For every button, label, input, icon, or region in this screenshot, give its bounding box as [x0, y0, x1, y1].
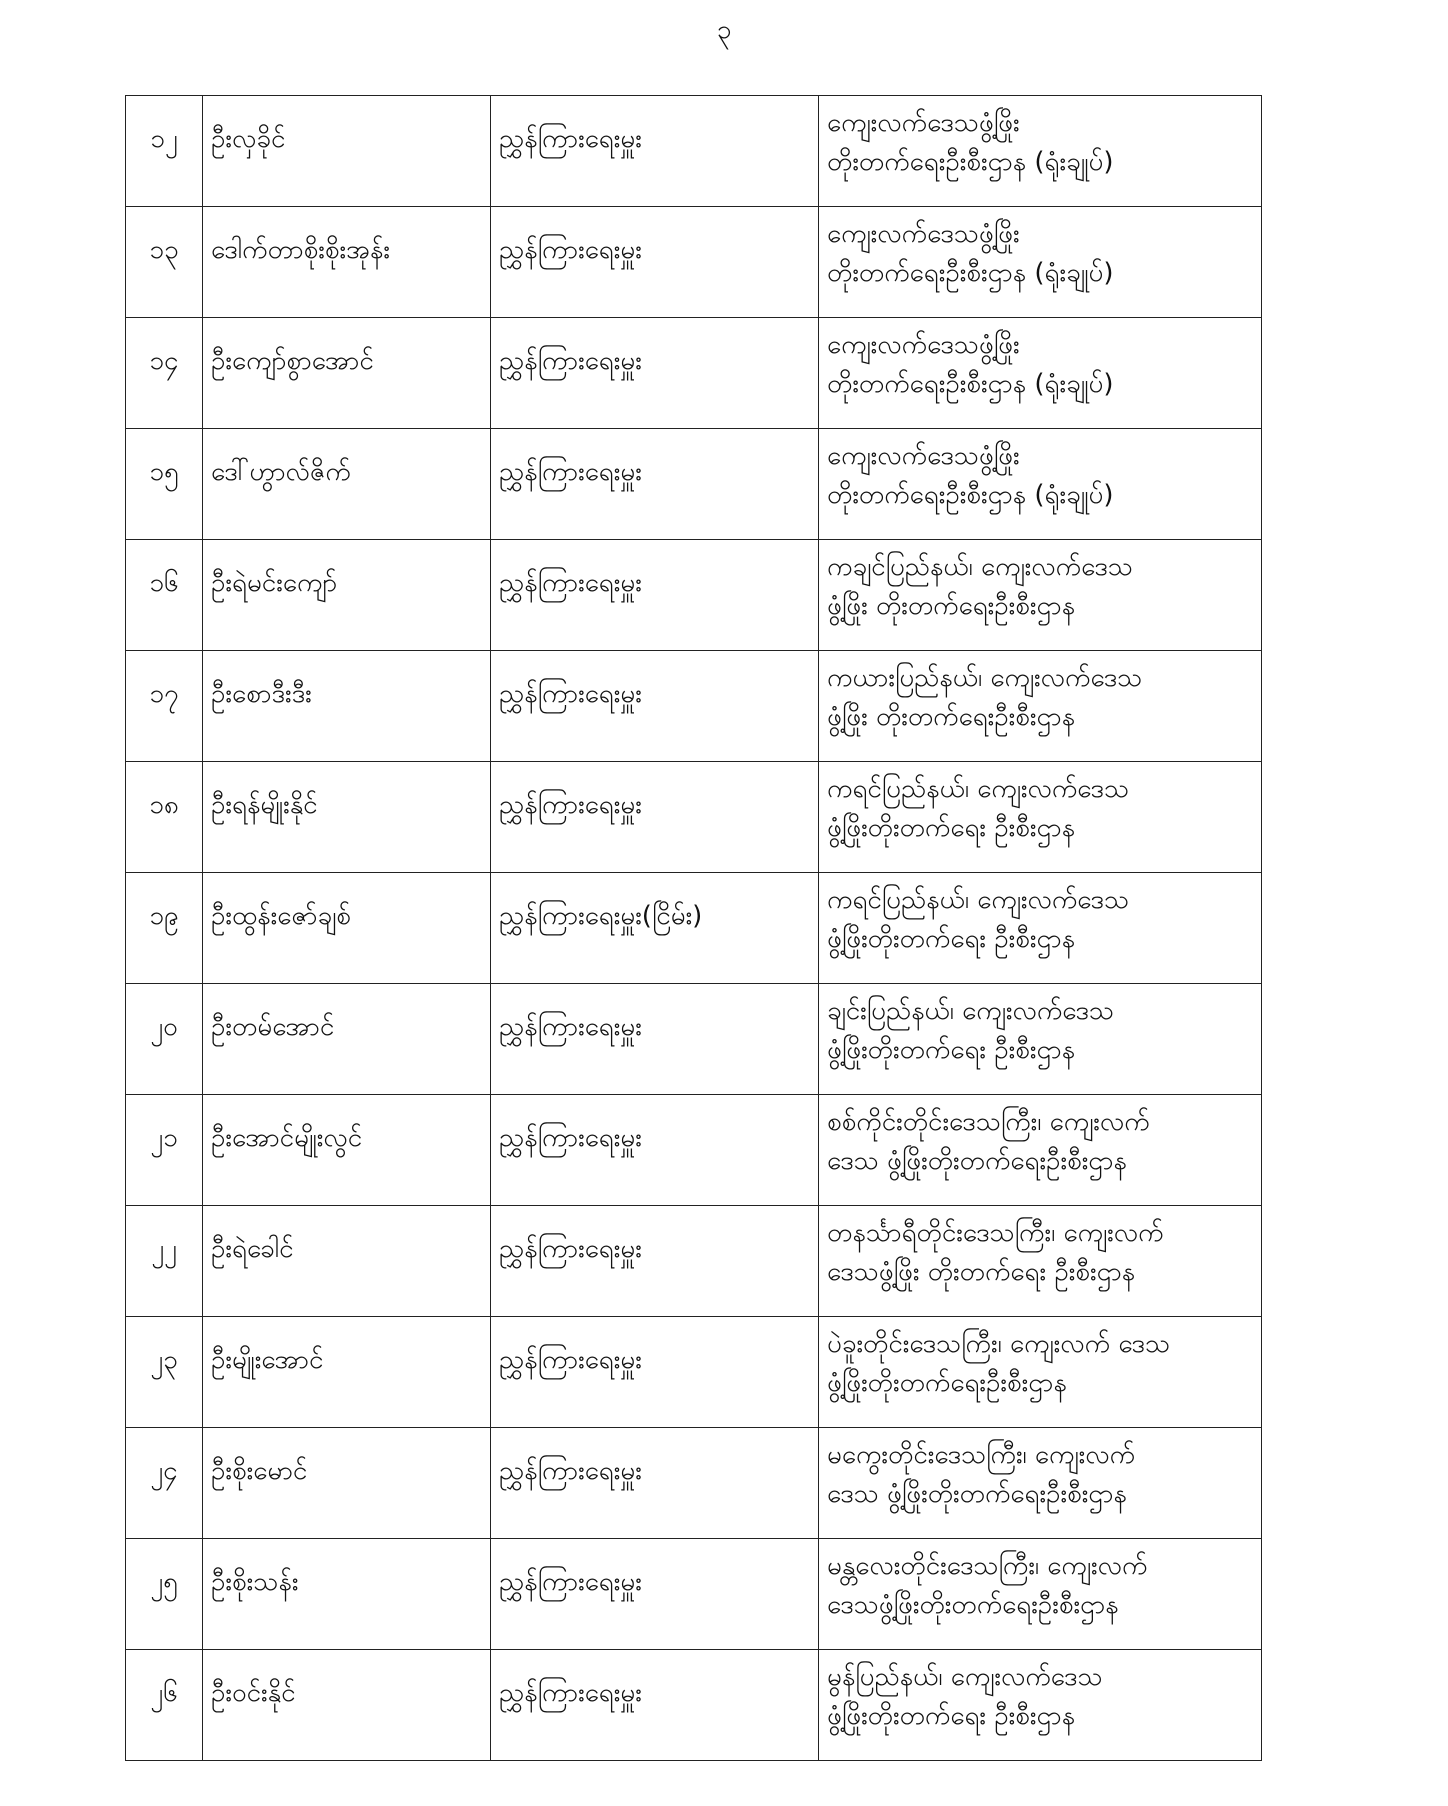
department-line: ကရင်ပြည်နယ်၊ ကျေးလက်ဒေသ	[827, 885, 1130, 915]
person-name: ဦးရဲခေါင်	[203, 1206, 491, 1317]
department-line: တိုးတက်ရေးဦးစီးဌာန (ရုံးချုပ်)	[827, 369, 1114, 399]
department-line: ကရင်ပြည်နယ်၊ ကျေးလက်ဒေသ	[827, 774, 1130, 804]
department-line: ဒေသဖွံ့ဖြိုး တိုးတက်ရေး ဦးစီးဌာန	[827, 1257, 1136, 1287]
row-number: ၁၃	[126, 207, 203, 318]
row-number: ၂၅	[126, 1539, 203, 1650]
person-name: ဦးစိုးသန်း	[203, 1539, 491, 1650]
person-name: ဦးဝင်းနိုင်	[203, 1650, 491, 1761]
row-number: ၁၆	[126, 540, 203, 651]
department-line: စစ်ကိုင်းတိုင်းဒေသကြီး၊ ကျေးလက်	[827, 1107, 1150, 1137]
department-line: တနင်္သာရီတိုင်းဒေသကြီး၊ ကျေးလက်	[827, 1218, 1164, 1248]
department-cell	[819, 318, 1262, 429]
department-cell	[819, 651, 1262, 762]
position-title: ညွှန်ကြားရေးမှူး	[491, 1317, 819, 1428]
person-name: ဦးအောင်မျိုးလွင်	[203, 1095, 491, 1206]
table-row	[126, 651, 1262, 762]
department-cell	[819, 1206, 1262, 1317]
row-number: ၂၄	[126, 1428, 203, 1539]
table-row	[126, 873, 1262, 984]
department-line: မကွေးတိုင်းဒေသကြီး၊ ကျေးလက်	[827, 1440, 1136, 1470]
person-name: ဦးမျိုးအောင်	[203, 1317, 491, 1428]
table-row	[126, 540, 1262, 651]
page-number: ၃	[716, 15, 732, 45]
row-number: ၁၅	[126, 429, 203, 540]
person-name: ဦးတမ်အောင်	[203, 984, 491, 1095]
position-title: ညွှန်ကြားရေးမှူး	[491, 540, 819, 651]
department-cell	[819, 1428, 1262, 1539]
table-row	[126, 984, 1262, 1095]
position-title: ညွှန်ကြားရေးမှူး	[491, 651, 819, 762]
department-line: ဖွံ့ဖြိုး တိုးတက်ရေးဦးစီးဌာန	[827, 702, 1076, 732]
staff-table	[125, 95, 1262, 1761]
row-number: ၁၉	[126, 873, 203, 984]
row-number: ၁၄	[126, 318, 203, 429]
position-title: ညွှန်ကြားရေးမှူး	[491, 318, 819, 429]
department-line: ကျေးလက်ဒေသဖွံ့ဖြိုး	[827, 219, 1020, 249]
position-title: ညွှန်ကြားရေးမှူး	[491, 429, 819, 540]
table-row	[126, 207, 1262, 318]
department-line: ဖွံ့ဖြိုးတိုးတက်ရေး ဦးစီးဌာန	[827, 813, 1076, 843]
department-cell	[819, 1539, 1262, 1650]
person-name: ဦးကျော်စွာအောင်	[203, 318, 491, 429]
department-line: ဖွံ့ဖြိုးတိုးတက်ရေး ဦးစီးဌာန	[827, 1035, 1076, 1065]
department-line: ကျေးလက်ဒေသဖွံ့ဖြိုး	[827, 108, 1020, 138]
department-cell	[819, 540, 1262, 651]
department-line: တိုးတက်ရေးဦးစီးဌာန (ရုံးချုပ်)	[827, 147, 1114, 177]
table-row	[126, 429, 1262, 540]
person-name: ဦးရန်မျိုးနိုင်	[203, 762, 491, 873]
position-title: ညွှန်ကြားရေးမှူး	[491, 96, 819, 207]
person-name: ဦးစိုးမောင်	[203, 1428, 491, 1539]
department-cell	[819, 96, 1262, 207]
department-cell	[819, 762, 1262, 873]
table-row	[126, 96, 1262, 207]
department-cell	[819, 984, 1262, 1095]
department-line: ဖွံ့ဖြိုးတိုးတက်ရေး ဦးစီးဌာန	[827, 1701, 1076, 1731]
department-cell	[819, 1650, 1262, 1761]
table-row	[126, 1095, 1262, 1206]
row-number: ၂၀	[126, 984, 203, 1095]
table-row	[126, 1206, 1262, 1317]
position-title: ညွှန်ကြားရေးမှူး(ငြိမ်း)	[491, 873, 819, 984]
row-number: ၂၂	[126, 1206, 203, 1317]
department-line: ဖွံ့ဖြိုးတိုးတက်ရေး ဦးစီးဌာန	[827, 924, 1076, 954]
department-cell	[819, 207, 1262, 318]
department-line: ကချင်ပြည်နယ်၊ ကျေးလက်ဒေသ	[827, 552, 1133, 582]
person-name: ဦးစောဒီးဒီး	[203, 651, 491, 762]
position-title: ညွှန်ကြားရေးမှူး	[491, 1095, 819, 1206]
person-name: ဒေါ်ဟွာလ်ဇိက်	[203, 429, 491, 540]
row-number: ၁၂	[126, 96, 203, 207]
department-cell	[819, 873, 1262, 984]
table-row	[126, 1317, 1262, 1428]
department-line: မန္တလေးတိုင်းဒေသကြီး၊ ကျေးလက်	[827, 1551, 1148, 1581]
department-line: ဒေသဖွံ့ဖြိုးတိုးတက်ရေးဦးစီးဌာန	[827, 1590, 1119, 1620]
department-cell	[819, 429, 1262, 540]
row-number: ၁၈	[126, 762, 203, 873]
person-name: ဦးလှခိုင်	[203, 96, 491, 207]
department-cell	[819, 1317, 1262, 1428]
table-row	[126, 1428, 1262, 1539]
position-title: ညွှန်ကြားရေးမှူး	[491, 207, 819, 318]
department-line: ချင်းပြည်နယ်၊ ကျေးလက်ဒေသ	[827, 996, 1115, 1026]
department-line: ပဲခူးတိုင်းဒေသကြီး၊ ကျေးလက် ဒေသ	[827, 1329, 1171, 1359]
department-line: ဖွံ့ဖြိုးတိုးတက်ရေးဦးစီးဌာန	[827, 1368, 1067, 1398]
department-line: ကျေးလက်ဒေသဖွံ့ဖြိုး	[827, 330, 1020, 360]
department-line: ကျေးလက်ဒေသဖွံ့ဖြိုး	[827, 441, 1020, 471]
row-number: ၁၇	[126, 651, 203, 762]
table-row	[126, 318, 1262, 429]
department-line: တိုးတက်ရေးဦးစီးဌာန (ရုံးချုပ်)	[827, 480, 1114, 510]
row-number: ၂၁	[126, 1095, 203, 1206]
position-title: ညွှန်ကြားရေးမှူး	[491, 1650, 819, 1761]
table-body	[126, 96, 1262, 1761]
position-title: ညွှန်ကြားရေးမှူး	[491, 1539, 819, 1650]
position-title: ညွှန်ကြားရေးမှူး	[491, 762, 819, 873]
department-line: တိုးတက်ရေးဦးစီးဌာန (ရုံးချုပ်)	[827, 258, 1114, 288]
position-title: ညွှန်ကြားရေးမှူး	[491, 984, 819, 1095]
person-name: ဒေါက်တာစိုးစိုးအုန်း	[203, 207, 491, 318]
department-line: ဖွံ့ဖြိုး တိုးတက်ရေးဦးစီးဌာန	[827, 591, 1076, 621]
table-row	[126, 762, 1262, 873]
person-name: ဦးရဲမင်းကျော်	[203, 540, 491, 651]
department-line: ဒေသ ဖွံ့ဖြိုးတိုးတက်ရေးဦးစီးဌာန	[827, 1146, 1127, 1176]
row-number: ၂၆	[126, 1650, 203, 1761]
table-row	[126, 1539, 1262, 1650]
table-row	[126, 1650, 1262, 1761]
position-title: ညွှန်ကြားရေးမှူး	[491, 1206, 819, 1317]
row-number: ၂၃	[126, 1317, 203, 1428]
department-line: မွန်ပြည်နယ်၊ ကျေးလက်ဒေသ	[827, 1662, 1103, 1692]
department-line: ဒေသ ဖွံ့ဖြိုးတိုးတက်ရေးဦးစီးဌာန	[827, 1479, 1127, 1509]
department-cell	[819, 1095, 1262, 1206]
person-name: ဦးထွန်းဇော်ချစ်	[203, 873, 491, 984]
department-line: ကယားပြည်နယ်၊ ကျေးလက်ဒေသ	[827, 663, 1143, 693]
position-title: ညွှန်ကြားရေးမှူး	[491, 1428, 819, 1539]
